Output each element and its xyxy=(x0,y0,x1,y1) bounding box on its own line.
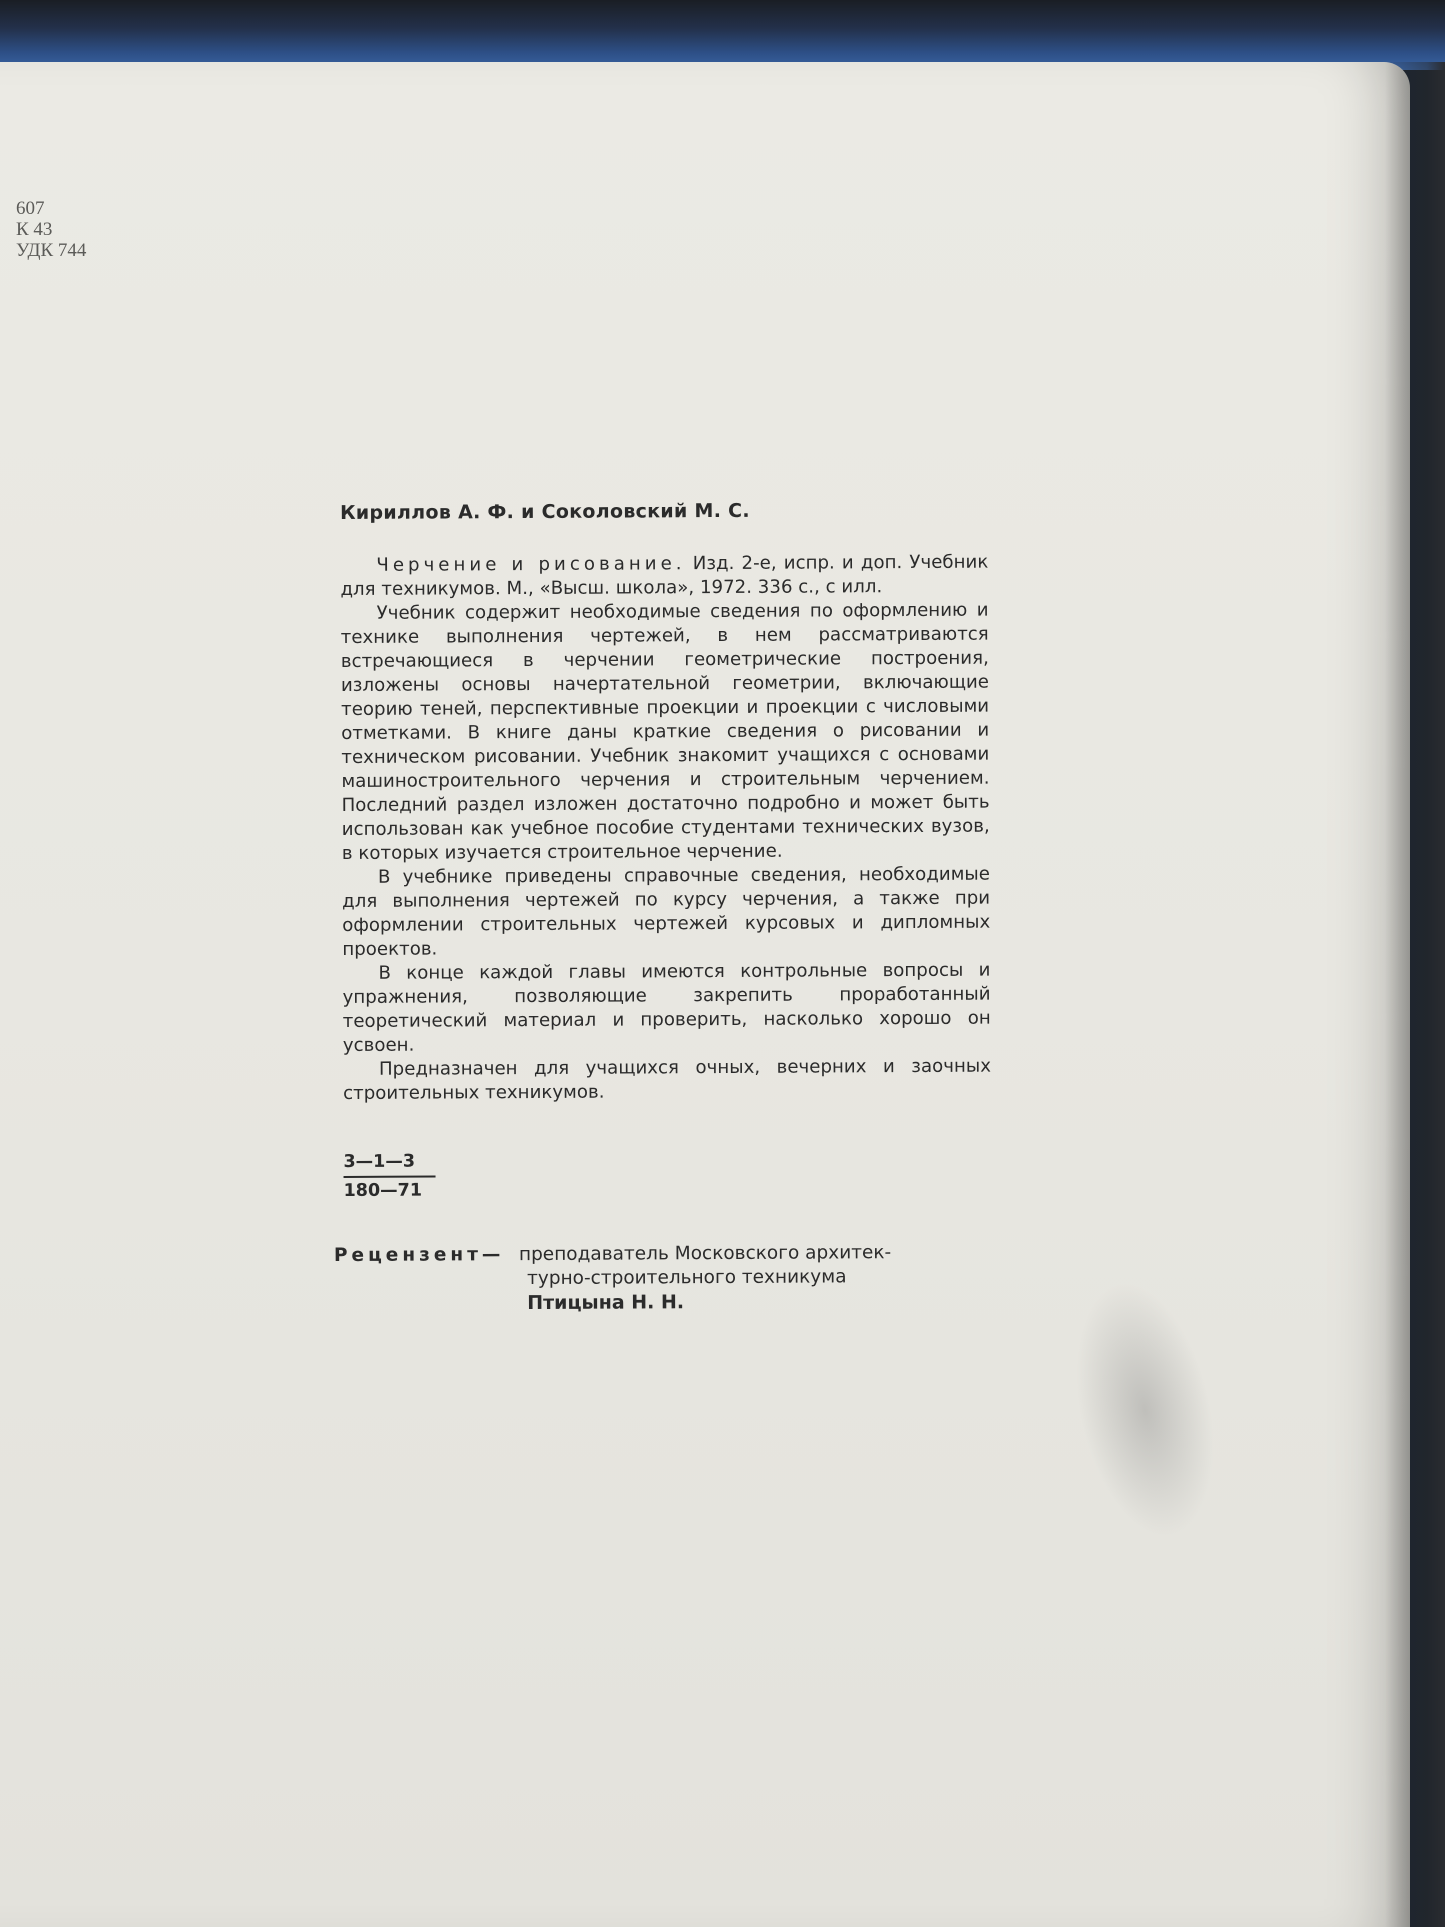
reviewer-name: Птицына Н. Н. xyxy=(527,1291,685,1315)
edition-info: Изд. 2-е, испр. и доп. Учебник для техникумов. М., «Высш. школа», 1972. 336 с., с илл. xyxy=(340,551,989,600)
reviewer-position-line2: турно-строительного техникума xyxy=(527,1266,847,1290)
reviewer-label: Рецензент— xyxy=(333,1244,505,1267)
reviewer-block xyxy=(333,1241,992,1316)
publisher-code-numerator: 3—1—3 xyxy=(343,1150,435,1178)
annotation-paragraph: В конце каждой главы имеются контрольные вопросы и упражнения, позволяющие закрепить проработанный теоретический материал и проверить, насколько хорошо он усвоен. xyxy=(342,959,991,1056)
catalog-card xyxy=(333,499,992,1316)
publisher-code-denominator: 180—71 xyxy=(343,1180,423,1201)
annotation-paragraph: В учебнике приведены справочные сведения, необходимые для выполнения чертежей по курсу черчения, а также при оформлении строительных чертежей курсовых и дипломных проектов. xyxy=(342,863,991,960)
page-gutter-shadow xyxy=(1385,62,1445,1927)
annotation-paragraph: Учебник содержит необходимые сведения по оформлению и технике выполнения чертежей, в нем рассматриваются встречающиеся в черчении геометрические построения, изложены основы начертательной геометрии, включающие теорию теней, перспективные проекции и проекции с числовыми отметками. В книге даны краткие сведения о рисовании и техническом рисовании. Учебник знакомит учащихся с основами машиностроительного черчения и строительным черчением. Последний раздел изложен достаточно подробно и может быть использован как учебное пособие студентами технических вузов, в которых изучается строительное черчение. xyxy=(340,599,990,864)
authors-heading: Кириллов А. Ф. и Соколовский М. С. xyxy=(340,499,750,524)
publisher-code xyxy=(343,1150,435,1204)
author-mark: К 43 xyxy=(16,219,53,240)
book-title: Черчение и рисование. xyxy=(376,553,686,576)
bibliographic-description xyxy=(340,551,988,602)
annotation-paragraph: Предназначен для учащихся очных, вечерних и заочных строительных техникумов. xyxy=(343,1055,992,1104)
book-cover-edge xyxy=(0,0,1445,70)
classification-codes xyxy=(16,198,86,261)
reviewer-position-line1: преподаватель Московского архитек- xyxy=(518,1242,892,1266)
annotation xyxy=(340,551,991,1106)
udk-code: УДК 744 xyxy=(16,240,87,261)
bbk-code: 607 xyxy=(16,198,45,219)
